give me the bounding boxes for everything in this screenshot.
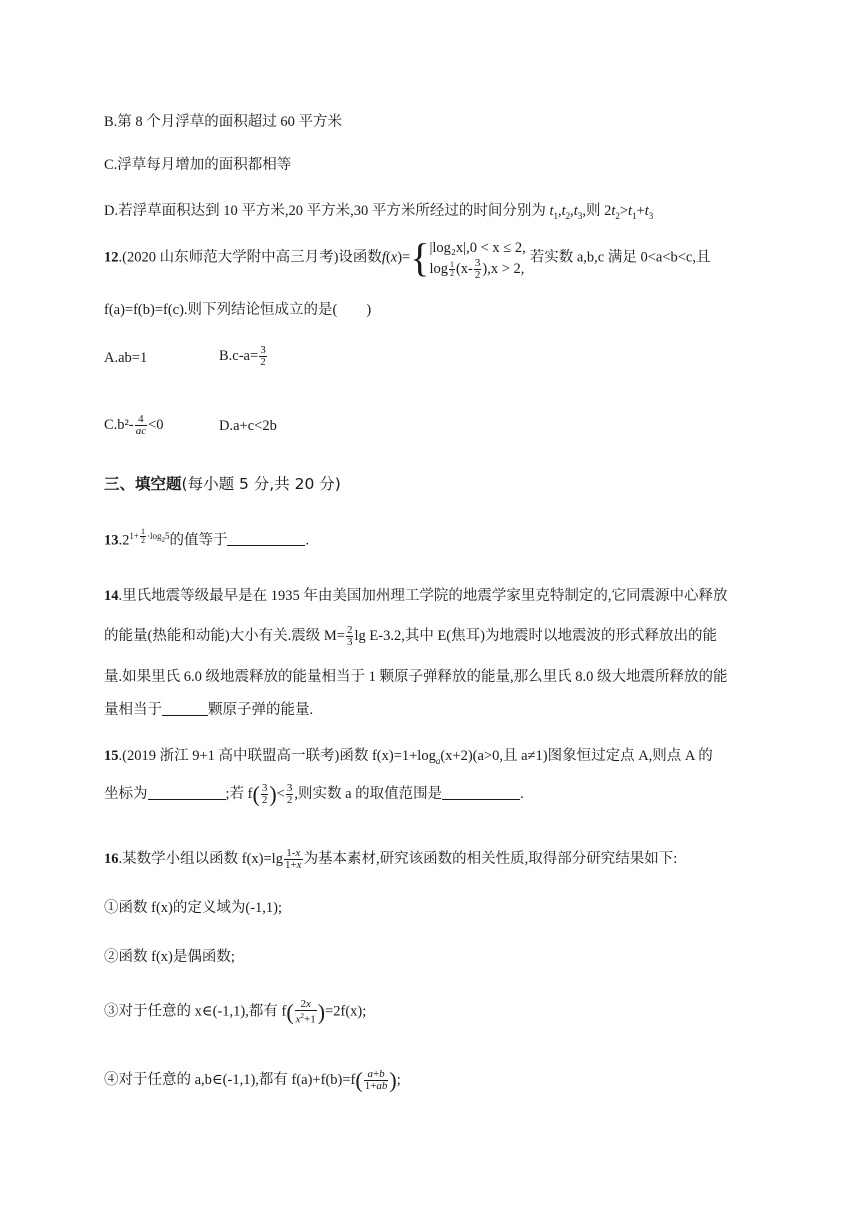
q11-option-b: B.第 8 个月浮草的面积超过 60 平方米 — [104, 114, 343, 130]
q15-line1: 15.(2019 浙江 9+1 高中联盟高一联考)函数 $f(x)=1+\log_a(x+2)(a>0$,且 a≠1)图象恒过定点 A,则点 A 的 — [104, 748, 713, 766]
section-title: 三、填空题(每小题 5 分,共 20 分) — [104, 475, 341, 493]
q14-line1: 14.里氏地震等级最早是在 1935 年由美国加州理工学院的地震学家里克特制定的,它同震源中心释放 — [104, 588, 728, 604]
q16-item4: ④对于任意的 a,b∈(-1,1),都有 f(a)+f(b)=f( $\frac{a+b}{1+ab}$ ); — [104, 1067, 401, 1093]
q13: $13.2^{1+ \frac{1}{2} \cdot log_25}$的值等于 . — [104, 527, 310, 549]
q12-piece1: |log₂x|,0 < x ≤ 2, — [429, 240, 526, 256]
q11-option-d: D.若浮草面积达到 10 平方米,20 平方米,30 平方米所经过的时间分别为 $t_1,t_2,t_3$,则 $2t_2>t_1+t_3$ — [104, 203, 654, 221]
q14-line4: 量相当于 颗原子弹的能量. — [104, 702, 314, 718]
q12-piece2: log $\frac{1}{2}$ (x- $\frac{3}{2}$ ),x > 2, — [429, 257, 525, 281]
q11-option-c: C.浮草每月增加的面积都相等 — [104, 157, 292, 173]
q15-blank-1[interactable] — [148, 799, 226, 800]
q12-line2: f(a)=f(b)=f(c).则下列结论恒成立的是( ) — [104, 302, 372, 318]
q12-line1: 12.(2020 山东师范大学附中高三月考)设函数f(x)={ |log₂x|,0 < x ≤ 2, log $\frac{1}{2}$ (x- $\frac{3}{2}$ ),x > 2, 若实数 a,b,c 满足 0<a<b<c,且 — [104, 235, 711, 281]
q12-option-a: A.ab=1 — [104, 350, 148, 366]
q14-blank[interactable] — [162, 715, 208, 716]
q12-option-d: D.a+c<2b — [219, 418, 277, 434]
q14-line2: 的能量(热能和动能)大小有关.震级 M= $\frac{2}{3}$ lg E-3.2,其中 E(焦耳)为地震时以地震波的形式释放出的能 — [104, 624, 717, 649]
q13-blank[interactable] — [227, 545, 305, 546]
q16-item3: ③对于任意的 x∈(-1,1),都有 f( $\frac{2x}{x^2+1}$ )=2f(x); — [104, 998, 367, 1026]
q16-item1: ①函数 f(x)的定义域为(-1,1); — [104, 900, 282, 916]
q14-line3: 量.如果里氏 6.0 级地震释放的能量相当于 1 颗原子弹释放的能量,那么里氏 8.0 级大地震所释放的能 — [104, 669, 728, 685]
q16-line1: 16.某数学小组以函数 f(x)=lg $\frac{1-x}{1+x}$ 为基本素材,研究该函数的相关性质,取得部分研究结果如下: — [104, 847, 678, 872]
q12-option-b: B.c-a= $\frac{3}{2}$ — [219, 344, 266, 368]
q16-item2: ②函数 f(x)是偶函数; — [104, 949, 235, 965]
q15-line2: 坐标为 ;若 f( $\frac{3}{2}$ )< $\frac{3}{2}$ ,则实数 a 的取值范围是 . — [104, 781, 524, 807]
q12-option-c: C.b²- $\frac{4}{ac}$ <0 — [104, 413, 164, 437]
q15-blank-2[interactable] — [442, 799, 520, 800]
